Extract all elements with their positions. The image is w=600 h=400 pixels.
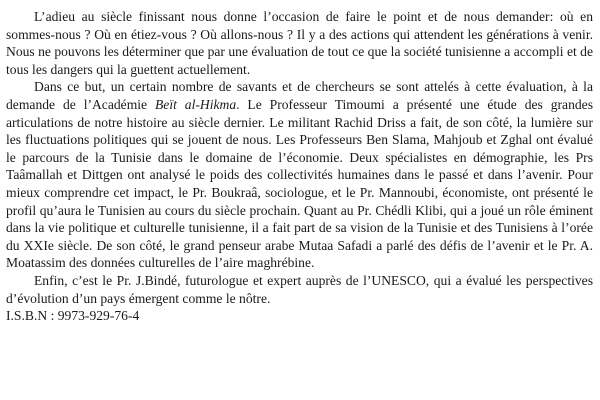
paragraph-contributors bbox=[6, 78, 593, 272]
academy-name: Beït al-Hikma bbox=[155, 96, 237, 112]
paragraph-contributors-text-1: Dans ce but, un certain nombre de savants et de chercheurs se sont attelés à cette évaluation, à la demande de l’Académie bbox=[6, 79, 593, 112]
paragraph-intro: L’adieu au siècle finissant nous donne l’occasion de faire le point et de nous demander: où en sommes-nous ? Où en étiez-vous ? Où allons-nous ? Il y a des actions qui attendent les générations à venir. Nous ne pouvons les déterminer que par une évaluation de tout ce que la société tunisienne a accompli et de tous les dangers qui la guettent actuellement. bbox=[6, 9, 593, 77]
paragraph-contributors-text-2: . Le Professeur Timoumi a présenté une étude des grandes articulations de notre histoire au siècle dernier. Le militant Rachid Driss a fait, de son côté, la lumière sur les fluctuations politiques qui se jouent de nous. Les Professeurs Ben Slama, Mahjoub et Zghal ont évalué le parcours de la Tunisie dans le domaine de l’économie. Deux spécialistes en démographie, les Prs Taâmallah et Dittgen ont analysé le poids des collectivités humaines dans le passé et dans l’avenir. Pour mieux comprendre cet impact, le Pr. Boukraâ, sociologue, et le Pr. Mannoubi, économiste, ont présenté le profil qu’aura le Tunisien au cours du siècle prochain. Quant au Pr. Chédli Klibi, qui a joué un rôle éminent dans la vie politique et culturelle tunisienne, il a fait part de sa vision de la Tunisie et des Tunisiens à l’orée du XXIe siècle. De son côté, le grand penseur arabe Mutaa Safadi a parlé des défis de l’avenir et le Pr. A. Moatassim des données culturelles de l’aire maghrébine. bbox=[6, 96, 593, 271]
paragraph-conclusion: Enfin, c’est le Pr. J.Bindé, futurologue et expert auprès de l’UNESCO, qui a évalué les perspectives d’évolution d’un pays émergent comme le nôtre. bbox=[6, 272, 593, 306]
isbn-line: I.S.B.N : 9973-929-76-4 bbox=[6, 308, 140, 324]
